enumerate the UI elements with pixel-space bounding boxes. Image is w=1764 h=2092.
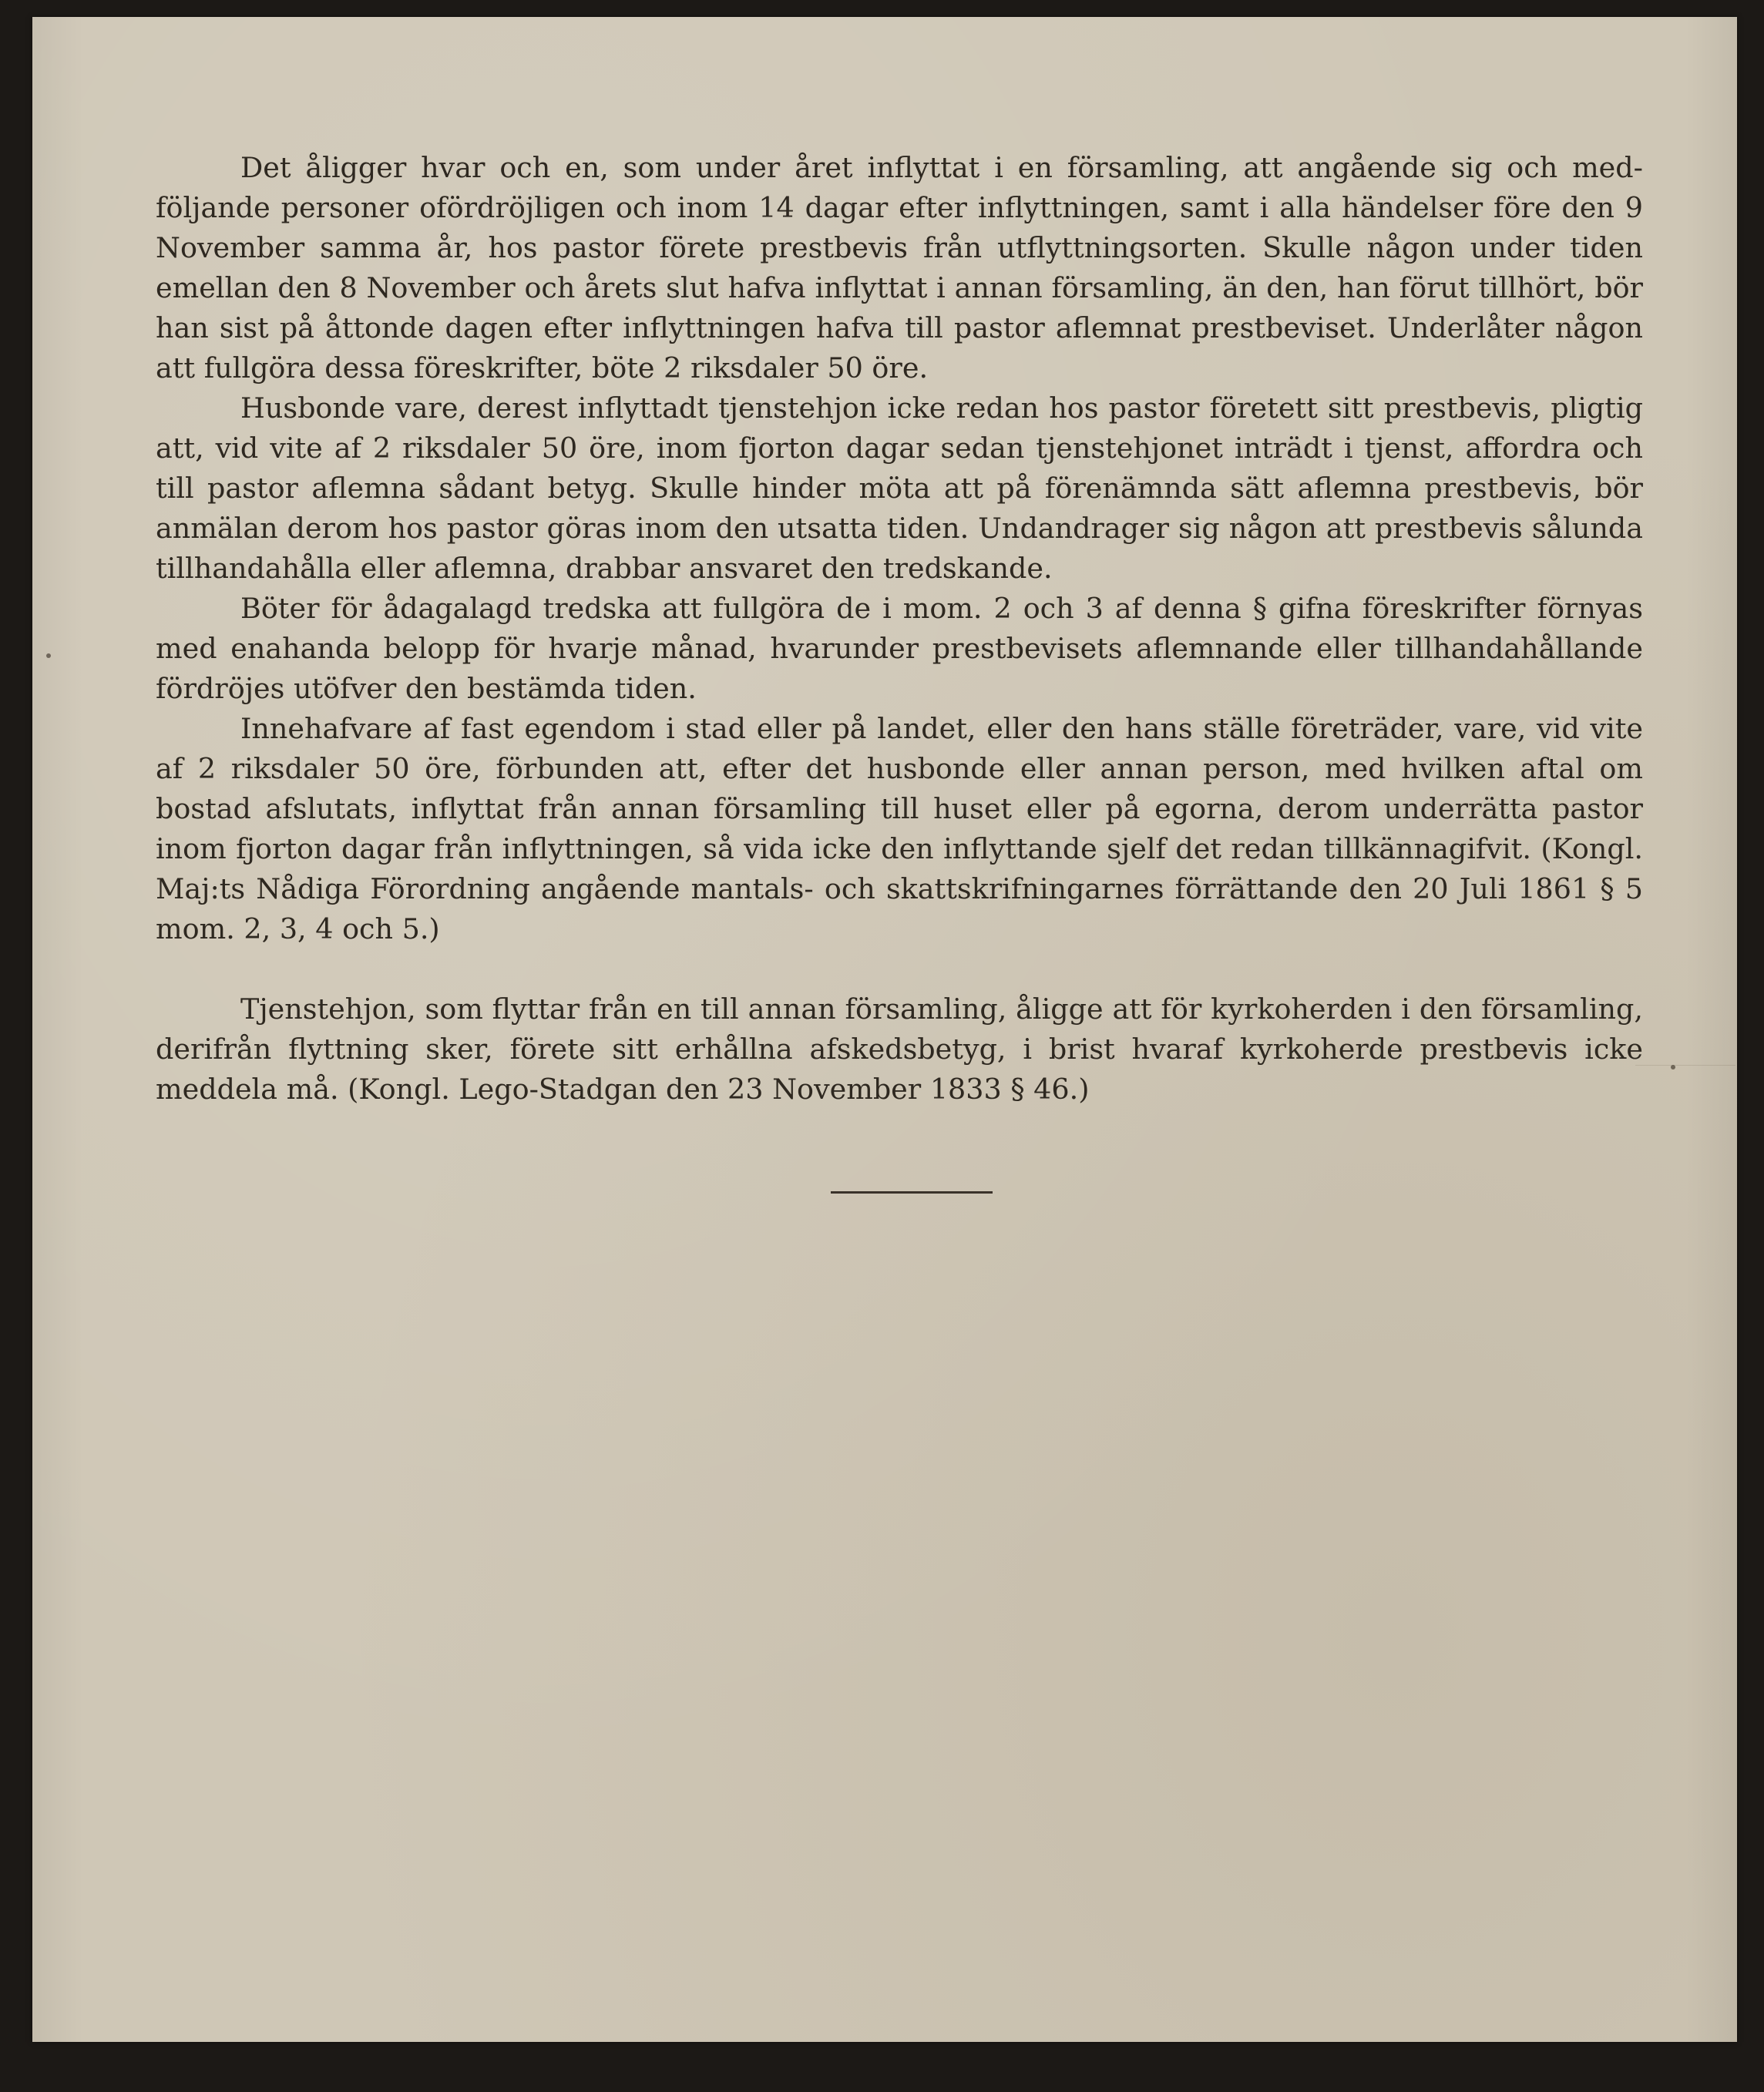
closing-rule <box>831 1191 993 1194</box>
paragraph-tjenstehjon: Tjenstehjon, som flyttar från en till annan församling, åligge att för kyrkoherden i den församling, derifrån flyttning sker, förete sitt erhållna afskedsbetyg, i brist hvaraf kyrkoherde prestbevis icke meddela må. (Kongl. Lego-Stadgan den 23 November 1833 § 46.) <box>156 992 1643 1106</box>
paper-crease <box>1635 1065 1735 1066</box>
paper-speck <box>46 653 51 658</box>
paragraph-boter: Böter för ådagalagd tredska att fullgöra de i mom. 2 och 3 af denna § gifna föreskrifter förnyas med enahanda belopp för hvarje månad, hvarunder prestbevisets aflemnande eller tillhandahållande fördröjes utöfver den bestämda tiden. <box>156 592 1643 705</box>
paragraph-innehafvare: Innehafvare af fast egendom i stad eller på landet, eller den hans ställe företräder, vare, vid vite af 2 riksdaler 50 öre, förbunden att, efter det husbonde eller annan person, med hvilken aftal om bostad afslutats, inflyttat från annan församling till huset eller på egorna, derom underrätta pastor inom fjorton dagar från inflyttningen, så vida icke den inflyttande sjelf det redan tillkännagifvit. (Kongl. Maj:ts Nådiga Förordning angående mantals- och skattskrifningarnes förrättande den 20 Juli 1861 § 5 mom. 2, 3, 4 och 5.) <box>156 712 1643 945</box>
paper-speck <box>1671 1065 1675 1070</box>
body-text <box>156 148 1643 1110</box>
paragraph-inflyttning: Det åligger hvar och en, som under året inflyttat i en församling, att angående sig och medföljande personer ofördröjligen och inom 14 dagar efter inflyttningen, samt i alla händelser före den 9 November samma år, hos pastor förete prestbevis från utflyttningsorten. Skulle någon under tiden emellan den 8 November och årets slut hafva inflyttat i annan församling, än den, han förut tillhört, bör han sist på åttonde dagen efter inflyttningen hafva till pastor aflemnat prestbeviset. Underlåter någon att fullgöra dessa föreskrifter, böte 2 riksdaler 50 öre. <box>156 151 1643 384</box>
paragraph-husbonde: Husbonde vare, derest inflyttadt tjenstehjon icke redan hos pastor företett sitt prestbevis, pligtig att, vid vite af 2 riksdaler 50 öre, inom fjorton dagar sedan tjenstehjonet inträdt i tjenst, affordra och till pastor aflemna sådant betyg. Skulle hinder möta att på förenämnda sätt aflemna prestbevis, bör anmälan derom hos pastor göras inom den utsatta tiden. Undandrager sig någon att prestbevis sålunda tillhandahålla eller aflemna, drabbar ansvaret den tredskande. <box>156 391 1643 585</box>
document-page <box>32 17 1737 2042</box>
paragraph-gap <box>156 949 1643 989</box>
